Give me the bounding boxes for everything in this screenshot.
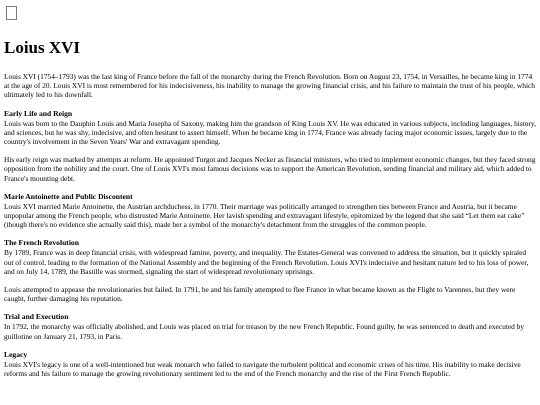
- section-heading-early-life: Early Life and Reign: [4, 108, 73, 118]
- intro-paragraph: Louis XVI (1754–1793) was the last king of France before the fall of the monarchy during the French Revolution. Born on August 23, 1754, in Versailles, he became king in 1774 at the age of 20. Louis XVI is most remembered for his indecisiveness, his inability to manage the growing financial crisis, and his failure to maintain the trust of his people, which ultimately led to his downfall.: [4, 72, 535, 100]
- section-paragraph: By 1789, France was in deep financial crisis, with widespread famine, poverty, and inequality. The Estates-General was convened to address the situation, but it quickly spiraled out of control, leading to the formation of the National Assembly and the beginning of the French Revolution. Louis XVI's indecisive and hesitant nature led to his loss of power, and on July 14, 1789, the Bastille was stormed, signaling the start of widespread revolutionary uprisings.: [4, 248, 529, 276]
- section-paragraph: Louis attempted to appease the revolutionaries but failed. In 1791, he and his family attempted to flee France in what became known as the Flight to Varennes, but they were caught, further damaging his reputation.: [4, 285, 516, 304]
- broken-image-icon: [6, 6, 17, 20]
- section-paragraph: His early reign was marked by attempts at reform. He appointed Turgot and Jacques Necker as financial ministers, who tried to implement economic changes, but they faced strong opposition from the nobility and the court. One of Louis XVI's most famous decisions was to support the American Revolution, sending financial and military aid, which added to France's mounting debt.: [4, 155, 536, 183]
- section-paragraph: Louis XVI's legacy is one of a well-intentioned but weak monarch who failed to navigate the turbulent political and economic crises of his time. His inability to make decisive reforms and his failure to manage the growing revolutionary sentiment led to the end of the French monarchy and the rise of the First French Republic.: [4, 359, 521, 379]
- section-heading-legacy: Legacy: [4, 349, 28, 359]
- page-title: Loius XVI: [4, 38, 81, 57]
- section-heading-marie-antoinette: Marie Antoinette and Public Discontent: [4, 191, 133, 201]
- section-paragraph: Louis was born to the Dauphin Louis and Maria Josepha of Saxony, making him the grandson of King Louis XV. He was educated in various subjects, including languages, history, and sciences, but he was shy, indecisive, and often hesitant to assert himself. When he became king in 1774, France was already facing major economic issues, largely due to the country's involvement in the Seven Years' War and extravagant spending.: [4, 118, 536, 147]
- section-paragraph: Louis XVI married Marie Antoinette, the Austrian archduchess, in 1770. Their marriage was politically arranged to strengthen ties between France and Austria, but it became unpopular among the French people, who distrusted Marie Antoinette. Her lavish spending and extravagant lifestyle, epitomized by the legend that she said “Let them eat cake” (though there's no evidence she actually said this), made her a symbol of the monarchy's detachment from the struggles of the common people.: [4, 201, 525, 230]
- section-heading-trial-execution: Trial and Execution: [4, 312, 69, 322]
- section-paragraph: In 1792, the monarchy was officially abolished, and Louis was placed on trial for treason by the new French Republic. Found guilty, he was sentenced to death and executed by guillotine on January 21, 1793, in Paris.: [4, 322, 525, 341]
- section-heading-french-revolution: The French Revolution: [4, 238, 79, 248]
